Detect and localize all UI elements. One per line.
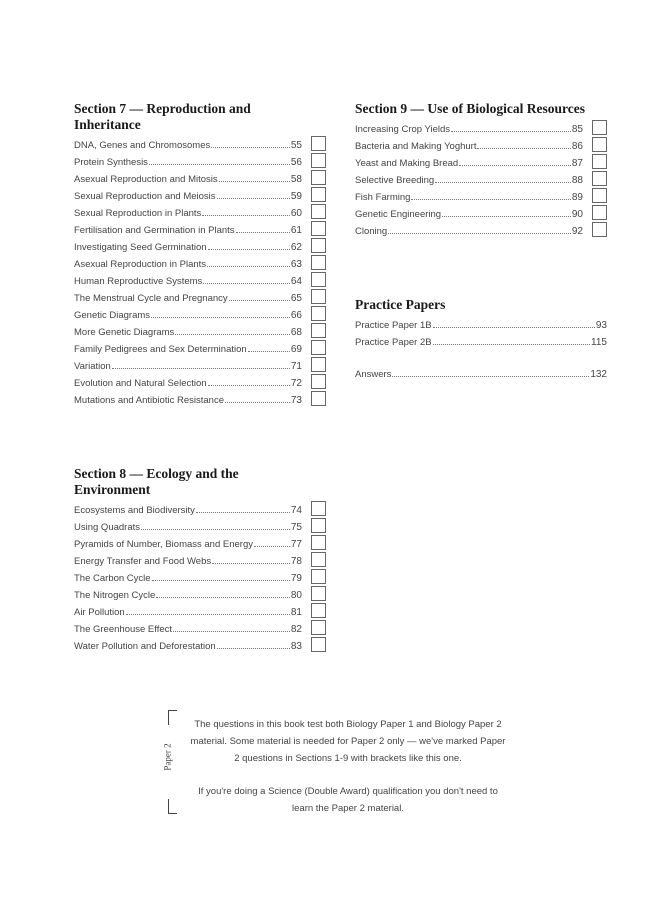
dot-leader: [212, 563, 290, 564]
toc-page-number: 75: [290, 522, 302, 533]
progress-checkbox[interactable]: [311, 238, 326, 253]
dot-leader: [173, 631, 290, 632]
toc-page-number: 80: [290, 590, 302, 601]
dot-leader: [248, 351, 290, 352]
dot-leader: [442, 216, 571, 217]
toc-page-number: 60: [290, 208, 302, 219]
progress-checkbox[interactable]: [311, 221, 326, 236]
dot-leader: [149, 164, 290, 165]
toc-row[interactable]: [74, 272, 302, 289]
toc-page-number: 87: [571, 158, 583, 169]
toc-entry-title: Selective Breeding: [355, 175, 435, 186]
toc-row[interactable]: [74, 136, 302, 153]
dot-leader: [254, 546, 290, 547]
dot-leader: [477, 148, 570, 149]
toc-page-number: 74: [290, 505, 302, 516]
progress-checkbox[interactable]: [592, 120, 607, 135]
section-9-title: Section 9 — Use of Biological Resources: [355, 101, 585, 116]
practice-papers: [355, 297, 607, 350]
dot-leader: [225, 402, 290, 403]
toc-entry-title: Genetic Diagrams: [74, 310, 151, 321]
toc-row[interactable]: [355, 333, 607, 350]
toc-page-number: 61: [290, 225, 302, 236]
progress-checkbox[interactable]: [311, 535, 326, 550]
toc-page-number: 89: [571, 192, 583, 203]
toc-entry-title: Investigating Seed Germination: [74, 242, 207, 253]
dot-leader: [203, 283, 290, 284]
dot-leader: [207, 266, 290, 267]
progress-checkbox[interactable]: [311, 306, 326, 321]
progress-checkbox[interactable]: [311, 153, 326, 168]
toc-entry-title: Practice Paper 2B: [355, 337, 432, 348]
toc-entry-title: Ecosystems and Biodiversity: [74, 505, 195, 516]
note-paragraph-1: The questions in this book test both Biology Paper 1 and Biology Paper 2 material. Some material is needed for Paper 2 only — we've marked Paper 2 questions in Sections 1-9 with brackets like this one.: [190, 719, 506, 764]
toc-page-number: 78: [290, 556, 302, 567]
progress-checkbox[interactable]: [311, 170, 326, 185]
progress-checkbox[interactable]: [311, 603, 326, 618]
toc-entry-title: Fish Farming: [355, 192, 411, 203]
progress-checkbox[interactable]: [311, 637, 326, 652]
toc-page-number: 83: [290, 641, 302, 652]
toc-entry-title: DNA, Genes and Chromosomes: [74, 140, 211, 151]
progress-checkbox[interactable]: [592, 205, 607, 220]
toc-row[interactable]: [74, 255, 302, 272]
toc-entry-title: The Nitrogen Cycle: [74, 590, 156, 601]
toc-row[interactable]: [74, 238, 302, 255]
dot-leader: [156, 597, 290, 598]
toc-page-number: 65: [290, 293, 302, 304]
paper-2-tag: Paper 2: [162, 743, 173, 771]
dot-leader: [433, 327, 595, 328]
toc-entry-title: Genetic Engineering: [355, 209, 442, 220]
toc-page-number: 115: [591, 337, 607, 348]
toc-entry-title: Evolution and Natural Selection: [74, 378, 207, 389]
progress-checkbox[interactable]: [311, 323, 326, 338]
dot-leader: [217, 198, 290, 199]
toc-row[interactable]: [74, 306, 302, 323]
progress-checkbox[interactable]: [311, 501, 326, 516]
toc-row[interactable]: [355, 120, 583, 137]
answers-entry: [355, 365, 607, 382]
toc-page-number: 71: [290, 361, 302, 372]
toc-row[interactable]: [74, 501, 302, 518]
toc-entry-title: Practice Paper 1B: [355, 320, 432, 331]
paper-2-note: [162, 708, 508, 820]
toc-entry-title: Cloning: [355, 226, 388, 237]
progress-checkbox[interactable]: [311, 620, 326, 635]
toc-row[interactable]: [355, 316, 607, 333]
dot-leader: [392, 376, 589, 377]
dot-leader: [112, 368, 290, 369]
progress-checkbox[interactable]: [592, 137, 607, 152]
toc-entry-title: Using Quadrats: [74, 522, 141, 533]
toc-page-number: 73: [290, 395, 302, 406]
toc-page-number: 63: [290, 259, 302, 270]
toc-entry-title: Asexual Reproduction in Plants: [74, 259, 207, 270]
toc-row[interactable]: [355, 205, 583, 222]
section-8-title: Section 8 — Ecology and the Environment: [74, 466, 239, 497]
toc-entry-title: The Carbon Cycle: [74, 573, 151, 584]
toc-row[interactable]: [74, 323, 302, 340]
dot-leader: [236, 232, 290, 233]
progress-checkbox[interactable]: [592, 188, 607, 203]
toc-row[interactable]: [74, 552, 302, 569]
note-paragraph-2: If you're doing a Science (Double Award) qualification you don't need to learn the Paper 2 material.: [198, 786, 498, 814]
dot-leader: [152, 580, 290, 581]
dot-leader: [435, 182, 571, 183]
toc-page-number: 66: [290, 310, 302, 321]
answers-label: Answers: [355, 369, 392, 380]
dot-leader: [211, 147, 290, 148]
toc-page-number: 72: [290, 378, 302, 389]
dot-leader: [202, 215, 290, 216]
bracket-bottom: [168, 799, 177, 814]
section-7: [74, 101, 326, 408]
toc-row[interactable]: [74, 569, 302, 586]
toc-page-number: 58: [290, 174, 302, 185]
toc-row[interactable]: [74, 603, 302, 620]
toc-row[interactable]: [74, 340, 302, 357]
toc-page-number: 59: [290, 191, 302, 202]
toc-row[interactable]: [355, 137, 583, 154]
toc-entry-title: Bacteria and Making Yoghurt: [355, 141, 477, 152]
toc-entry-title: Fertilisation and Germination in Plants: [74, 225, 235, 236]
toc-page-number: 93: [595, 320, 607, 331]
toc-page-number: 68: [290, 327, 302, 338]
dot-leader: [151, 317, 290, 318]
toc-page-number: 62: [290, 242, 302, 253]
section-9: [355, 101, 607, 239]
toc-entry-title: The Greenhouse Effect: [74, 624, 173, 635]
progress-checkbox[interactable]: [311, 340, 326, 355]
progress-checkbox[interactable]: [311, 391, 326, 406]
toc-page-number: 55: [290, 140, 302, 151]
toc-row[interactable]: [355, 188, 583, 205]
dot-leader: [433, 344, 590, 345]
toc-page-number: 79: [290, 573, 302, 584]
note-text: [188, 716, 508, 817]
toc-page-number: 85: [571, 124, 583, 135]
toc-entry-title: Pyramids of Number, Biomass and Energy: [74, 539, 253, 550]
toc-row[interactable]: [74, 357, 302, 374]
toc-entry-title: Energy Transfer and Food Webs: [74, 556, 212, 567]
toc-page-number: 82: [290, 624, 302, 635]
toc-page-number: 56: [290, 157, 302, 168]
toc-entry-title: Sexual Reproduction and Meiosis: [74, 191, 216, 202]
dot-leader: [208, 249, 290, 250]
toc-row[interactable]: [74, 289, 302, 306]
toc-entry-title: Sexual Reproduction in Plants: [74, 208, 202, 219]
dot-leader: [219, 181, 290, 182]
progress-checkbox[interactable]: [311, 374, 326, 389]
progress-checkbox[interactable]: [311, 204, 326, 219]
dot-leader: [175, 334, 290, 335]
toc-entry-title: The Menstrual Cycle and Pregnancy: [74, 293, 228, 304]
toc-entry-title: Human Reproductive Systems: [74, 276, 203, 287]
progress-checkbox[interactable]: [311, 187, 326, 202]
progress-checkbox[interactable]: [311, 289, 326, 304]
dot-leader: [141, 529, 290, 530]
toc-entry-title: Yeast and Making Bread: [355, 158, 459, 169]
progress-checkbox[interactable]: [311, 136, 326, 151]
toc-row[interactable]: [74, 391, 302, 408]
dot-leader: [217, 648, 290, 649]
dot-leader: [459, 165, 571, 166]
toc-row[interactable]: [74, 221, 302, 238]
toc-entry-title: Family Pedigrees and Sex Determination: [74, 344, 247, 355]
toc-page-number: 92: [571, 226, 583, 237]
progress-checkbox[interactable]: [311, 357, 326, 372]
toc-row[interactable]: [74, 620, 302, 637]
dot-leader: [411, 199, 570, 200]
answers-page: 132: [590, 369, 607, 380]
toc-entry-title: Increasing Crop Yields: [355, 124, 451, 135]
toc-page-number: 77: [290, 539, 302, 550]
toc-entry-title: Water Pollution and Deforestation: [74, 641, 216, 652]
toc-row[interactable]: [74, 535, 302, 552]
toc-row[interactable]: [74, 153, 302, 170]
toc-entry-title: More Genetic Diagrams: [74, 327, 175, 338]
progress-checkbox[interactable]: [311, 552, 326, 567]
progress-checkbox[interactable]: [311, 586, 326, 601]
dot-leader: [126, 614, 290, 615]
progress-checkbox[interactable]: [311, 569, 326, 584]
toc-page-number: 86: [571, 141, 583, 152]
dot-leader: [208, 385, 290, 386]
section-8: [74, 466, 326, 654]
toc-page-number: 88: [571, 175, 583, 186]
progress-checkbox[interactable]: [592, 171, 607, 186]
dot-leader: [451, 131, 571, 132]
toc-row[interactable]: [355, 154, 583, 171]
toc-row[interactable]: [355, 171, 583, 188]
toc-row[interactable]: [74, 187, 302, 204]
toc-row[interactable]: [74, 637, 302, 654]
toc-entry-title: Asexual Reproduction and Mitosis: [74, 174, 218, 185]
toc-entry-title: Mutations and Antibiotic Resistance: [74, 395, 224, 406]
toc-row[interactable]: [74, 204, 302, 221]
toc-entry-title: Variation: [74, 361, 111, 372]
toc-entry-title: Air Pollution: [74, 607, 125, 618]
dot-leader: [229, 300, 290, 301]
bracket-top: [168, 710, 177, 725]
toc-page-number: 64: [290, 276, 302, 287]
toc-row[interactable]: [74, 374, 302, 391]
dot-leader: [196, 512, 290, 513]
progress-checkbox[interactable]: [311, 518, 326, 533]
toc-row[interactable]: [355, 222, 583, 239]
toc-page-number: 81: [290, 607, 302, 618]
toc-row[interactable]: [74, 518, 302, 535]
answers-row[interactable]: [355, 365, 607, 382]
progress-checkbox[interactable]: [311, 255, 326, 270]
progress-checkbox[interactable]: [592, 154, 607, 169]
toc-row[interactable]: [74, 170, 302, 187]
progress-checkbox[interactable]: [592, 222, 607, 237]
section-7-title: Section 7 — Reproduction and Inheritance: [74, 101, 251, 132]
toc-entry-title: Protein Synthesis: [74, 157, 148, 168]
progress-checkbox[interactable]: [311, 272, 326, 287]
toc-page-number: 90: [571, 209, 583, 220]
toc-page-number: 69: [290, 344, 302, 355]
practice-papers-title: Practice Papers: [355, 297, 446, 312]
dot-leader: [388, 233, 571, 234]
toc-row[interactable]: [74, 586, 302, 603]
